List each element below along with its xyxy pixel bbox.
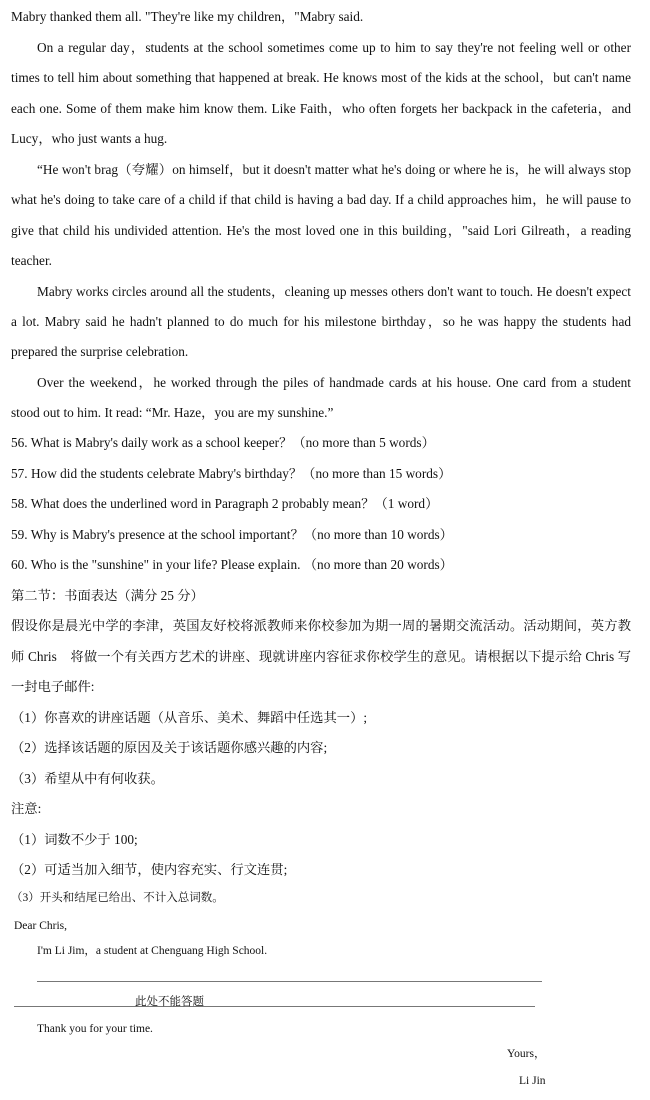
notes-title: 注意:	[11, 801, 42, 816]
prompt-point: （3）希望从中有何收获。	[11, 771, 164, 786]
passage-line: times to tell him about something that happened at break. He knows most of the kids at the school，but can't name	[11, 70, 631, 85]
prompt-line: 师 Chris 将做一个有关西方艺术的讲座、现就讲座内容征求你校学生的意见。请根据以下提示给 Chris 写	[11, 649, 631, 664]
note-item: （2）可适当加入细节，使内容充实、行文连贯;	[11, 862, 288, 877]
prompt-point: （2）选择该话题的原因及关于该话题你感兴趣的内容;	[11, 740, 328, 755]
note-item: （3）开头和结尾已给出、不计入总词数。	[11, 892, 224, 904]
passage-line: Lucy，who just wants a hug.	[11, 131, 168, 146]
question-59: 59. Why is Mabry's presence at the school important？（no more than 10 words）	[11, 527, 453, 542]
question-58: 58. What does the underlined word in Paragraph 2 probably mean？（1 word）	[11, 496, 439, 511]
no-answer-notice: 此处不能答题	[135, 996, 204, 1008]
answer-line	[37, 981, 542, 982]
question-56: 56. What is Mabry's daily work as a school keeper？（no more than 5 words）	[11, 435, 435, 450]
passage-line: Mabry works circles around all the students，cleaning up messes others don't want to touch. He doesn't expect	[37, 284, 631, 299]
passage-line: “He won't brag（夸耀）on himself，but it doesn't matter what he's doing or where he is，he will always stop	[37, 162, 631, 177]
passage-line: Mabry thanked them all. "They're like my children，"Mabry said.	[11, 9, 364, 24]
letter-greeting: Dear Chris,	[14, 920, 68, 932]
passage-line: teacher.	[11, 253, 52, 268]
passage-line: give that child his undivided attention. He's the most loved one in this building，"said Lori Gilreath，a reading	[11, 223, 631, 238]
prompt-point: （1）你喜欢的讲座话题（从音乐、美术、舞蹈中任选其一）;	[11, 710, 368, 725]
passage-line: Over the weekend，he worked through the piles of handmade cards at his house. One card from a student	[37, 375, 631, 390]
question-57: 57. How did the students celebrate Mabry's birthday？（no more than 15 words）	[11, 466, 452, 481]
prompt-line: 一封电子邮件:	[11, 679, 95, 694]
passage-line: each one. Some of them make him know them. Like Faith，who often forgets her backpack in the cafeteria，and	[11, 101, 631, 116]
section-title: 第二节：书面表达（满分 25 分）	[11, 588, 204, 603]
answer-line	[14, 1006, 535, 1007]
letter-opening: I'm Li Jim，a student at Chenguang High School.	[37, 945, 268, 957]
letter-signoff: Yours，	[507, 1048, 546, 1060]
passage-line: a lot. Mabry said he hadn't planned to do much for his milestone birthday，so he was happy the students had	[11, 314, 631, 329]
prompt-line: 假设你是晨光中学的李津，英国友好校将派教师来你校参加为期一周的暑期交流活动。活动期间，英方教	[11, 618, 631, 633]
letter-signature: Li Jin	[519, 1075, 546, 1087]
passage-line: On a regular day，students at the school sometimes come up to him to say they're not feeling well or other	[37, 40, 631, 55]
question-60: 60. Who is the "sunshine" in your life? Please explain. （no more than 20 words）	[11, 557, 453, 572]
passage-line: stood out to him. It read: “Mr. Haze，you are my sunshine.”	[11, 405, 334, 420]
letter-closing: Thank you for your time.	[37, 1023, 153, 1035]
passage-line: what he's doing to take care of a child if that child is having a bad day. If a child approaches him，he will pause to	[11, 192, 631, 207]
note-item: （1）词数不少于 100;	[11, 832, 138, 847]
passage-line: prepared the surprise celebration.	[11, 344, 189, 359]
